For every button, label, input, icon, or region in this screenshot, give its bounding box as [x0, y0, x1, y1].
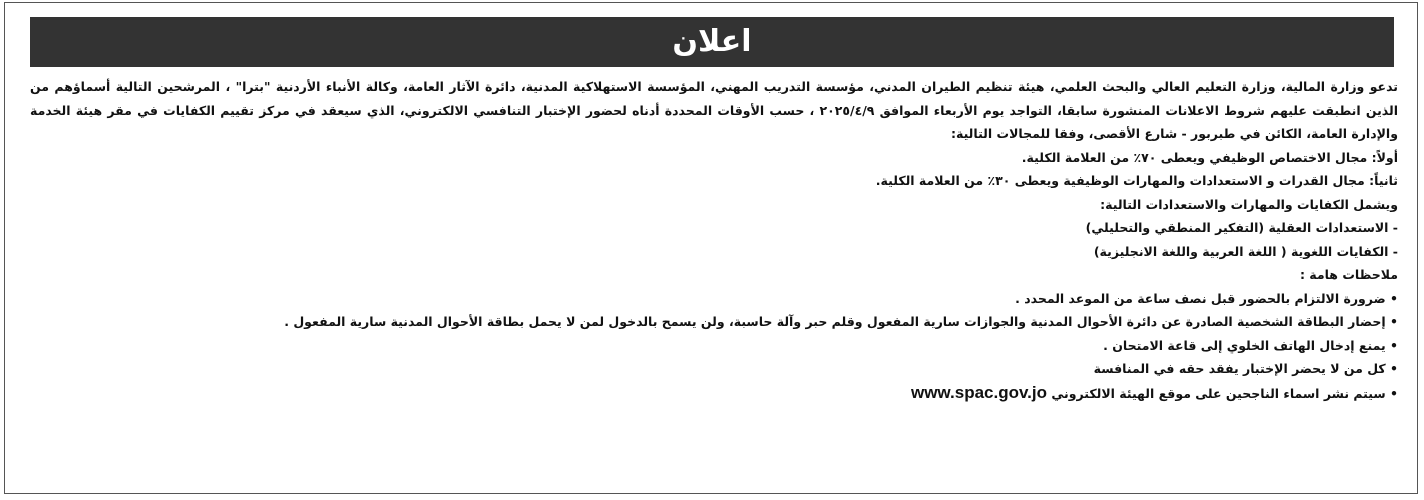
note-results: [30, 381, 1398, 406]
title-banner: [30, 17, 1394, 67]
note-arrival: • ضرورة الالتزام بالحضور قبل نصف ساعة من الموعد المحدد .: [1015, 290, 1398, 306]
notes-heading: ملاحظات هامة :: [1299, 267, 1398, 282]
field-one: أولاً: مجال الاختصاص الوظيفي ويعطى ٧٠٪ من العلامة الكلية.: [1021, 149, 1398, 165]
note-phone: • يمنع إدخال الهاتف الخلوي إلى قاعة الامتحان .: [1103, 337, 1398, 353]
competencies-heading: ويشمل الكفايات والمهارات والاستعدادات التالية:: [1100, 196, 1398, 212]
note-absence: • كل من لا يحضر الإختبار يفقد حقه في المنافسة: [1093, 361, 1398, 376]
website-link[interactable]: www.spac.gov.jo: [910, 382, 1048, 402]
competency-item-language: - الكفايات اللغوية ( اللغة العربية واللغة الانجليزية): [1093, 243, 1398, 259]
announcement-body: [30, 75, 1398, 405]
note-results-text: • سيتم نشر اسماء الناجحين على موقع الهيئة الالكتروني: [1051, 385, 1398, 401]
field-two: ثانياً: مجال القدرات و الاستعدادات والمهارات الوظيفية ويعطى ٣٠٪ من العلامة الكلية.: [875, 173, 1398, 188]
note-id-card: • إحضار البطاقة الشخصية الصادرة عن دائرة الأحوال المدنية والجوازات سارية المفعول وقلم حبر وآلة حاسبة، ولن يسمح بالدخول لمن لا يحمل بطاقة الأحوال المدنية سارية المفعول .: [284, 314, 1398, 329]
announcement-title: اعلان: [672, 24, 752, 59]
intro-paragraph: تدعو وزارة المالية، وزارة التعليم العالي والبحث العلمي، هيئة تنظيم الطيران المدني، مؤسسة التدريب المهني، المؤسسة الاستهلاكية المدنية، دائرة الآثار العامة، وكالة الأنباء الأردنية "بترا" ، المرشحين التالية أسماؤهم من الذين انطبقت عليهم شروط الاعلانات المنشورة سابقا، التواجد يوم الأربعاء الموافق ٢٠٢٥/٤/٩ ، حسب الأوقات المحددة أدناه لحضور الإختبار التنافسي الالكتروني، الذي سيعقد في مركز تقييم الكفايات في مقر هيئة الخدمة والإدارة العامة، الكائن في طبربور - شارع الأقصى، وفقا للمجالات التالية:: [30, 79, 1398, 141]
competency-item-mental: - الاستعدادات العقلية (التفكير المنطقي والتحليلي): [1085, 220, 1398, 235]
